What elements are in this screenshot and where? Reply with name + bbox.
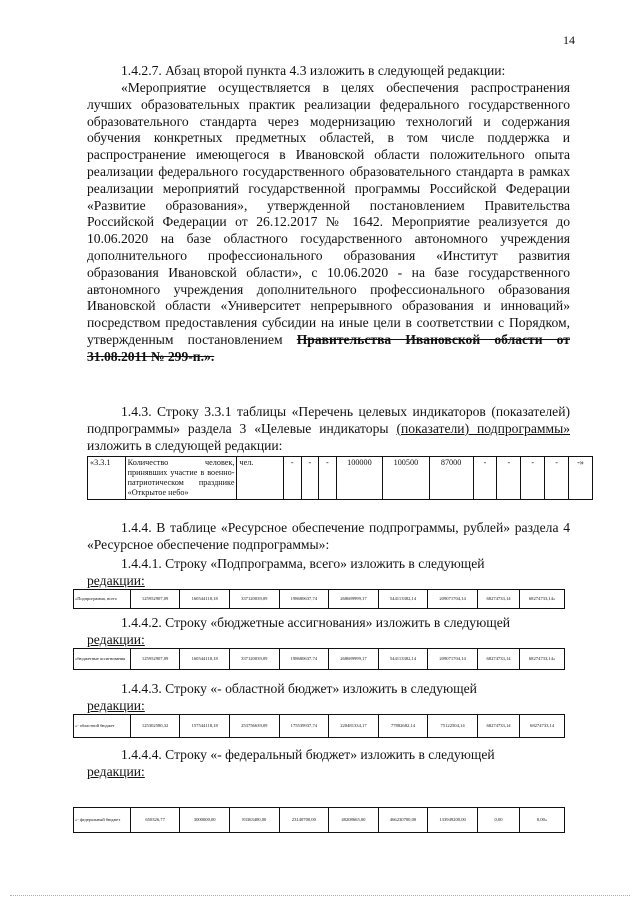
row-value: 68274733,14 — [477, 715, 519, 738]
scan-edge-artifact — [10, 895, 630, 900]
indicator-number: «3.3.1 — [88, 457, 126, 500]
p4-line: 1.4.4.1. Строку «Подпрограмма, всего» изложить в следующей — [121, 556, 485, 571]
row-value: 68274733,14 — [520, 715, 565, 738]
indicator-value: -» — [569, 457, 593, 500]
row-value: 160544118,18 — [180, 649, 230, 670]
table-row — [74, 649, 565, 670]
row-label: «- областной бюджет — [74, 715, 131, 738]
indicator-name: Количество человек, принявших участие в военно-патриотическом празднике «Открытое небо» — [125, 457, 237, 500]
row-value: 160544118,18 — [180, 590, 230, 609]
row-value: 133949200,00 — [428, 808, 478, 833]
row-value: 209071704,14 — [428, 590, 478, 609]
row-value: 253756639,09 — [229, 715, 279, 738]
indicator-value: - — [497, 457, 521, 500]
row-value: 77882682,14 — [378, 715, 428, 738]
p2-text: 1.4.3. Строку 3.3.1 таблицы «Перечень целевых индикаторов (показателей) подпрограммы» раздела 3 «Целевые индикаторы (показатели) подпрограммы» изложить в следующей редакции: — [87, 404, 571, 453]
row-value: 23140700,00 — [279, 808, 329, 833]
row-value: 209071704,14 — [428, 649, 478, 670]
p7-line: 1.4.4.4. Строку «- федеральный бюджет» изложить в следующей — [121, 747, 495, 762]
row-value: 125952907,09 — [130, 649, 180, 670]
indicator-value: - — [319, 457, 337, 500]
p7-line2: редакции: — [87, 764, 145, 779]
row-value: 48208665,00 — [329, 808, 379, 833]
table-row-federal — [73, 807, 565, 833]
indicator-value: 100000 — [336, 457, 382, 500]
row-value: 68274733,14 — [477, 590, 519, 609]
indicator-value: - — [301, 457, 319, 500]
row-value: 198680637,74 — [279, 649, 329, 670]
indicator-value: - — [473, 457, 497, 500]
indicator-value: - — [521, 457, 545, 500]
p5-line2: редакции: — [87, 632, 145, 647]
row-value: 466230700,00 — [378, 808, 428, 833]
row-label: «Подпрограмма, всего — [74, 590, 131, 609]
row-value: 268689999,17 — [329, 590, 379, 609]
p4-line2: редакции: — [87, 573, 145, 588]
indicator-value: - — [545, 457, 569, 500]
row-value: 337120039,09 — [229, 649, 279, 670]
row-label: «- федеральный бюджет — [74, 808, 131, 833]
row-value: 125302580,32 — [130, 715, 180, 738]
row-value: 68274733,14 — [477, 649, 519, 670]
row-value: 157544118,18 — [180, 715, 230, 738]
table-row — [74, 715, 565, 738]
row-value: 175539937,74 — [279, 715, 329, 738]
page-number: 14 — [563, 33, 575, 47]
p6-line: 1.4.4.3. Строку «- областной бюджет» изложить в следующей — [121, 681, 477, 696]
table-row — [88, 457, 593, 500]
row-label: «бюджетные ассигнования — [74, 649, 131, 670]
row-value: 68274733,14» — [520, 649, 565, 670]
indicator-value: - — [283, 457, 301, 500]
table-row — [74, 808, 565, 833]
row-value: 75122504,14 — [428, 715, 478, 738]
table-row — [74, 590, 565, 609]
p5-line: 1.4.4.2. Строку «бюджетные ассигнования» изложить в следующей — [121, 615, 511, 630]
row-value: 68274733,14» — [520, 590, 565, 609]
row-value: 83363400,00 — [229, 808, 279, 833]
p6-line2: редакции: — [87, 698, 145, 713]
table-indicator-331 — [87, 456, 593, 500]
p1-body: «Мероприятие осуществляется в целях обеспечения распространения лучших образовательных практик реализации федерального государственного образовательного стандарта через модернизацию технологий и содержания обучения конкретных предметных областей, в том числе поддержка и распространение имеющегося в Ивановской области положительного опыта реализации федерального государственного образовательного стандарта в рамках реализации мероприятий государственной программы Российской Федерации «Развитие образования», утвержденной постановлением Правительства Российской Федерации от 26.12.2017 № 1642. Мероприятие реализуется до 10.06.2020 на базе областного государственного автономного учреждения дополнительного профессионального образования «Институт развития образования Ивановской области», с 10.06.2020 - на базе государственного автономного учреждения дополнительного профессионального образования Ивановской области «Университет непрерывного образования и инноваций» посредством предоставления субсидии на иные цели в соответствии с Порядком, утвержденным постановлением Правительства Ивановской области от 31.08.2011 № 299-п.». — [87, 80, 570, 364]
row-value: 220481334,17 — [329, 715, 379, 738]
row-value: 0,00 — [477, 808, 519, 833]
row-value: 268689999,17 — [329, 649, 379, 670]
indicator-value: 100500 — [383, 457, 429, 500]
row-value: 0,00» — [520, 808, 565, 833]
p3-text: 1.4.4. В таблице «Ресурсное обеспечение подпрограммы, рублей» раздела 4 «Ресурсное обеспечение подпрограммы»: — [87, 520, 570, 552]
p1-heading: 1.4.2.7. Абзац второй пункта 4.3 изложить в следующей редакции: — [121, 63, 506, 78]
row-value: 337120039,09 — [229, 590, 279, 609]
row-value: 3000000,00 — [180, 808, 230, 833]
table-row-budget — [73, 648, 565, 670]
row-value: 544113382,14 — [378, 649, 428, 670]
table-row-total — [73, 589, 565, 609]
struck-reference: Правительства Ивановской области от 31.08.2011 № 299-п.». — [87, 331, 570, 364]
row-value: 650326,77 — [130, 808, 180, 833]
row-value: 198680637,74 — [279, 590, 329, 609]
indicator-value: 87000 — [429, 457, 473, 500]
table-row-regional — [73, 714, 565, 738]
row-value: 125952907,09 — [130, 590, 180, 609]
row-value: 544113382,14 — [378, 590, 428, 609]
indicator-unit: чел. — [237, 457, 283, 500]
